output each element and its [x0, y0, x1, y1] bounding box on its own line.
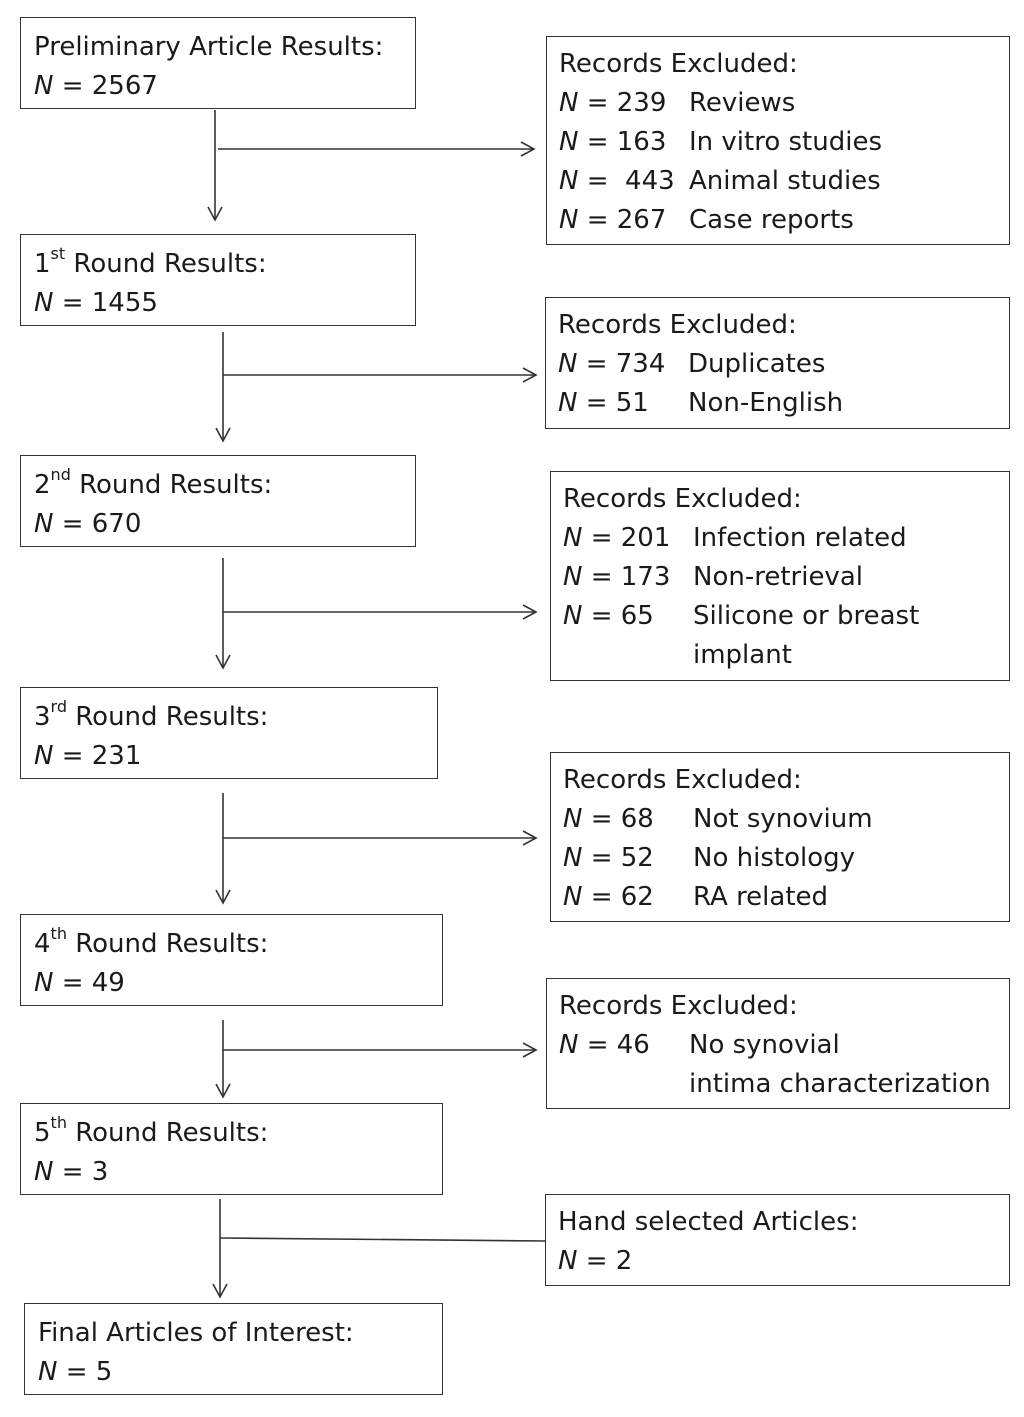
exclusion-row: N = 734 Duplicates — [558, 349, 826, 379]
stage-box-round-3 — [20, 687, 438, 779]
stage-box-final — [24, 1303, 443, 1395]
exclusion-row: implant — [693, 640, 792, 670]
stage-box-round-1 — [20, 234, 416, 326]
exclusion-box-4 — [550, 752, 1010, 922]
exclusion-title: Records Excluded: — [563, 484, 802, 514]
stage-title: 1st Round Results: — [34, 244, 267, 279]
stage-count: N = 670 — [34, 509, 142, 539]
exclusion-row: N = 267 Case reports — [559, 205, 854, 235]
exclusion-row: N = 65 Silicone or breast — [563, 601, 920, 631]
stage-title: Final Articles of Interest: — [38, 1318, 354, 1348]
exclusion-title: Records Excluded: — [559, 991, 798, 1021]
hand-selected-box — [545, 1194, 1010, 1286]
stage-title: 3rd Round Results: — [34, 697, 269, 732]
stage-title: 2nd Round Results: — [34, 465, 273, 500]
stage-title: 4th Round Results: — [34, 924, 269, 959]
exclusion-row: N = 443 Animal studies — [559, 166, 881, 196]
stage-title: 5th Round Results: — [34, 1113, 269, 1148]
exclusion-box-5 — [546, 978, 1010, 1109]
hand-selected-title: Hand selected Articles: — [558, 1207, 859, 1237]
exclusion-title: Records Excluded: — [563, 765, 802, 795]
stage-count: N = 5 — [38, 1357, 113, 1387]
exclusion-row: N = 239 Reviews — [559, 88, 796, 118]
stage-count: N = 3 — [34, 1157, 109, 1187]
exclusion-row: N = 163 In vitro studies — [559, 127, 882, 157]
exclusion-box-3 — [550, 471, 1010, 681]
stage-count: N = 1455 — [34, 288, 158, 318]
exclusion-box-2 — [545, 297, 1010, 429]
stage-count: N = 49 — [34, 968, 125, 998]
stage-count: N = 2567 — [34, 71, 158, 101]
stage-box-round-5 — [20, 1103, 443, 1195]
stage-box-preliminary — [20, 17, 416, 109]
exclusion-row: N = 68 Not synovium — [563, 804, 873, 834]
stage-title: Preliminary Article Results: — [34, 32, 384, 62]
stage-count: N = 231 — [34, 741, 142, 771]
exclusion-row: N = 201 Infection related — [563, 523, 907, 553]
exclusion-title: Records Excluded: — [559, 49, 798, 79]
exclusion-title: Records Excluded: — [558, 310, 797, 340]
exclusion-row: N = 173 Non-retrieval — [563, 562, 863, 592]
join-line-hand-selected — [220, 1238, 546, 1241]
exclusion-row: N = 46 No synovial — [559, 1030, 840, 1060]
stage-box-round-4 — [20, 914, 443, 1006]
exclusion-row: N = 62 RA related — [563, 882, 829, 912]
exclusion-row: N = 52 No histology — [563, 843, 855, 873]
hand-selected-count: N = 2 — [558, 1246, 633, 1276]
exclusion-row: N = 51 Non-English — [558, 388, 844, 418]
exclusion-box-1 — [546, 36, 1010, 245]
exclusion-row: intima characterization — [689, 1069, 991, 1099]
stage-box-round-2 — [20, 455, 416, 547]
